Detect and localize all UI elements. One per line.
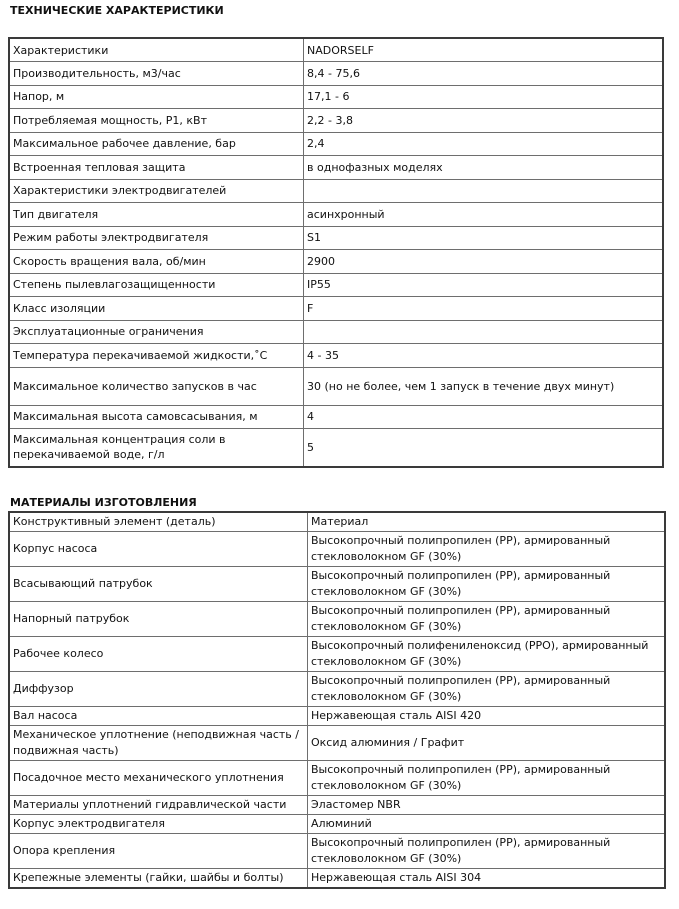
material-row-value: Высокопрочный полипропилен (PP), армированный стекловолокном GF (30%)	[308, 672, 666, 707]
spec-row-value: F	[304, 297, 664, 321]
material-row-value: Материал	[308, 512, 666, 532]
spec-row-value: 2900	[304, 250, 664, 274]
material-row-value: Оксид алюминия / Графит	[308, 726, 666, 761]
spec-row-label: Максимальная концентрация соли в перекачиваемой воде, г/л	[9, 429, 304, 467]
spec-row	[9, 62, 663, 86]
spec-row-label: Максимальное количество запусков в час	[9, 367, 304, 405]
material-row	[9, 707, 665, 726]
spec-row-label: Характеристики	[9, 38, 304, 62]
material-row-value: Нержавеющая сталь AISI 304	[308, 869, 666, 889]
spec-row-value: 30 (но не более, чем 1 запуск в течение двух минут)	[304, 367, 664, 405]
spec-row-value: NADORSELF	[304, 38, 664, 62]
spec-row-value: 17,1 - 6	[304, 85, 664, 109]
spec-row-value: 8,4 - 75,6	[304, 62, 664, 86]
spec-row	[9, 226, 663, 250]
spec-row-label: Производительность, м3/час	[9, 62, 304, 86]
material-row-label: Корпус электродвигателя	[9, 815, 308, 834]
tech-specs-heading: ТЕХНИЧЕСКИЕ ХАРАКТЕРИСТИКИ	[10, 4, 224, 17]
spec-row-label: Характеристики электродвигателей	[9, 179, 304, 203]
spec-row	[9, 367, 663, 405]
material-row-label: Опора крепления	[9, 834, 308, 869]
material-row	[9, 532, 665, 567]
spec-row	[9, 429, 663, 467]
spec-row	[9, 156, 663, 180]
spec-row	[9, 85, 663, 109]
material-row	[9, 637, 665, 672]
material-row-value: Высокопрочный полипропилен (PP), армированный стекловолокном GF (30%)	[308, 602, 666, 637]
material-row-label: Напорный патрубок	[9, 602, 308, 637]
spec-row	[9, 132, 663, 156]
material-row-label: Крепежные элементы (гайки, шайбы и болты)	[9, 869, 308, 889]
spec-row	[9, 344, 663, 368]
spec-row-label: Тип двигателя	[9, 203, 304, 227]
material-row-value: Алюминий	[308, 815, 666, 834]
spec-row	[9, 250, 663, 274]
spec-row-label: Максимальная высота самовсасывания, м	[9, 405, 304, 429]
material-row	[9, 567, 665, 602]
spec-row-value: S1	[304, 226, 664, 250]
spec-row-value	[304, 320, 664, 344]
material-row	[9, 512, 665, 532]
material-row	[9, 761, 665, 796]
spec-row-label: Потребляемая мощность, Р1, кВт	[9, 109, 304, 133]
material-row-value: Высокопрочный полипропилен (PP), армированный стекловолокном GF (30%)	[308, 761, 666, 796]
spec-row-label: Класс изоляции	[9, 297, 304, 321]
spec-row-label: Режим работы электродвигателя	[9, 226, 304, 250]
material-row	[9, 834, 665, 869]
spec-row	[9, 320, 663, 344]
material-row	[9, 726, 665, 761]
spec-row	[9, 203, 663, 227]
spec-row	[9, 273, 663, 297]
material-row-value: Высокопрочный полипропилен (PP), армированный стекловолокном GF (30%)	[308, 532, 666, 567]
material-row-label: Посадочное место механического уплотнения	[9, 761, 308, 796]
spec-row-value: асинхронный	[304, 203, 664, 227]
spec-row-value: 2,2 - 3,8	[304, 109, 664, 133]
material-row-label: Конструктивный элемент (деталь)	[9, 512, 308, 532]
spec-row	[9, 297, 663, 321]
spec-row-label: Встроенная тепловая защита	[9, 156, 304, 180]
material-row	[9, 602, 665, 637]
spec-row-value	[304, 179, 664, 203]
material-row	[9, 796, 665, 815]
spec-row-label: Напор, м	[9, 85, 304, 109]
material-row-value: Эластомер NBR	[308, 796, 666, 815]
material-row-label: Диффузор	[9, 672, 308, 707]
material-row-label: Всасывающий патрубок	[9, 567, 308, 602]
spec-row-label: Максимальное рабочее давление, бар	[9, 132, 304, 156]
material-row-value: Высокопрочный полифениленоксид (PPO), армированный стекловолокном GF (30%)	[308, 637, 666, 672]
spec-row-value: 5	[304, 429, 664, 467]
spec-row-label: Эксплуатационные ограничения	[9, 320, 304, 344]
material-row-value: Высокопрочный полипропилен (PP), армированный стекловолокном GF (30%)	[308, 834, 666, 869]
material-row-label: Корпус насоса	[9, 532, 308, 567]
spec-row-value: 2,4	[304, 132, 664, 156]
material-row-label: Материалы уплотнений гидравлической части	[9, 796, 308, 815]
spec-row	[9, 405, 663, 429]
materials-table	[8, 511, 666, 889]
material-row	[9, 672, 665, 707]
material-row-label: Механическое уплотнение (неподвижная часть / подвижная часть)	[9, 726, 308, 761]
spec-row-value: в однофазных моделях	[304, 156, 664, 180]
tech-specs-table	[8, 37, 664, 468]
spec-row	[9, 109, 663, 133]
spec-row	[9, 179, 663, 203]
spec-row	[9, 38, 663, 62]
spec-row-value: 4 - 35	[304, 344, 664, 368]
spec-row-value: 4	[304, 405, 664, 429]
material-row-value: Высокопрочный полипропилен (PP), армированный стекловолокном GF (30%)	[308, 567, 666, 602]
material-row-label: Вал насоса	[9, 707, 308, 726]
material-row-value: Нержавеющая сталь AISI 420	[308, 707, 666, 726]
material-row-label: Рабочее колесо	[9, 637, 308, 672]
materials-heading: МАТЕРИАЛЫ ИЗГОТОВЛЕНИЯ	[10, 496, 197, 509]
spec-row-label: Температура перекачиваемой жидкости,˚С	[9, 344, 304, 368]
spec-row-value: IP55	[304, 273, 664, 297]
spec-row-label: Скорость вращения вала, об/мин	[9, 250, 304, 274]
material-row	[9, 869, 665, 889]
spec-row-label: Степень пылевлагозащищенности	[9, 273, 304, 297]
material-row	[9, 815, 665, 834]
